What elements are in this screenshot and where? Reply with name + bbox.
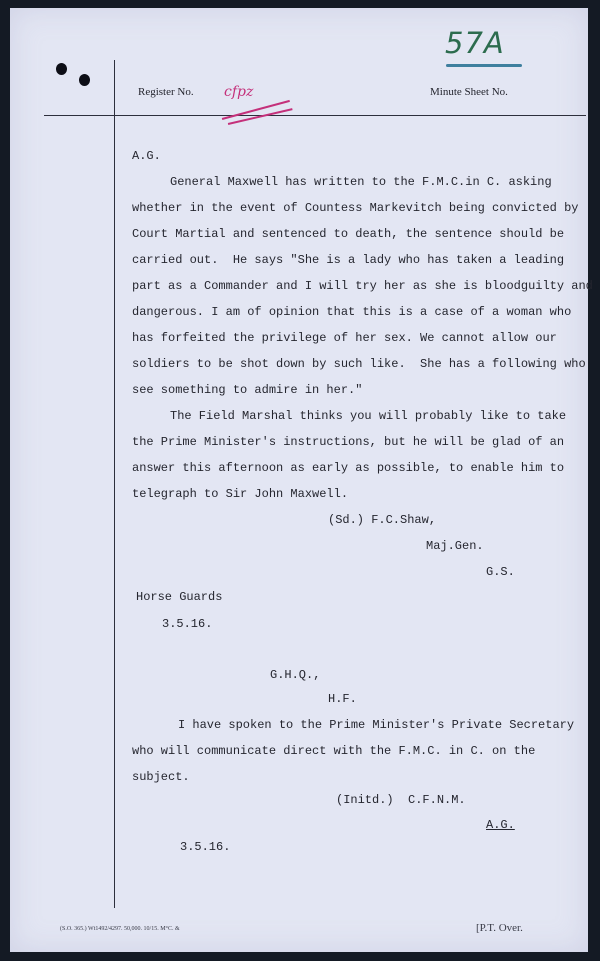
- memo1-line: soldiers to be shot down by such like. She has a following who: [132, 357, 586, 371]
- memo2-branch: A.G.: [486, 818, 515, 832]
- turn-over-note: [P.T. Over.: [476, 922, 523, 934]
- register-label: Register No.: [138, 86, 194, 98]
- memo1-line: part as a Commander and I will try her as she is bloodguilty and: [132, 279, 593, 293]
- memo1-branch: G.S.: [486, 565, 515, 579]
- memo1-line: see something to admire in her.": [132, 383, 363, 397]
- print-code: (S.O. 365.) Wt1492/4297. 50,000. 10/15. M°C. &: [60, 926, 180, 932]
- folio-number: 57A: [445, 26, 505, 60]
- memo1-line: telegraph to Sir John Maxwell.: [132, 487, 349, 501]
- folio-underline: [446, 64, 522, 67]
- punch-hole-left: [56, 63, 67, 75]
- minute-sheet-label: Minute Sheet No.: [430, 86, 508, 98]
- memo1-addressee: A.G.: [132, 149, 161, 163]
- memo1-line: answer this afternoon as early as possible, to enable him to: [132, 461, 565, 475]
- memo2-line: subject.: [132, 770, 190, 784]
- memo1-signature: (Sd.) F.C.Shaw,: [328, 513, 437, 527]
- memo2-signature: (Initd.) C.F.N.M.: [336, 793, 466, 807]
- punch-hole-right: [79, 74, 90, 86]
- memo2-date: 3.5.16.: [180, 840, 231, 854]
- memo1-line: the Prime Minister's instructions, but he will be glad of an: [132, 435, 565, 449]
- header-rule: [44, 115, 586, 116]
- memo1-rank: Maj.Gen.: [426, 539, 484, 553]
- minute-sheet: [10, 8, 593, 952]
- memo2-addressee-sub: H.F.: [328, 692, 357, 706]
- memo1-line: dangerous. I am of opinion that this is a case of a woman who: [132, 305, 572, 319]
- memo1-place: Horse Guards: [136, 590, 223, 604]
- memo2-line: I have spoken to the Prime Minister's Private Secretary: [178, 718, 575, 732]
- register-number: cfpz: [224, 84, 254, 100]
- memo1-line: carried out. He says "She is a lady who has taken a leading: [132, 253, 565, 267]
- memo1-line: General Maxwell has written to the F.M.C.in C. asking: [170, 175, 552, 189]
- memo1-line: The Field Marshal thinks you will probably like to take: [170, 409, 567, 423]
- memo1-date: 3.5.16.: [162, 617, 213, 631]
- margin-rule: [114, 60, 115, 908]
- memo1-line: Court Martial and sentenced to death, the sentence should be: [132, 227, 565, 241]
- memo1-line: whether in the event of Countess Markevitch being convicted by: [132, 201, 579, 215]
- memo2-addressee: G.H.Q.,: [270, 668, 321, 682]
- memo1-line: has forfeited the privilege of her sex. We cannot allow our: [132, 331, 557, 345]
- register-strike-2: [228, 108, 293, 124]
- memo2-line: who will communicate direct with the F.M.C. in C. on the: [132, 744, 536, 758]
